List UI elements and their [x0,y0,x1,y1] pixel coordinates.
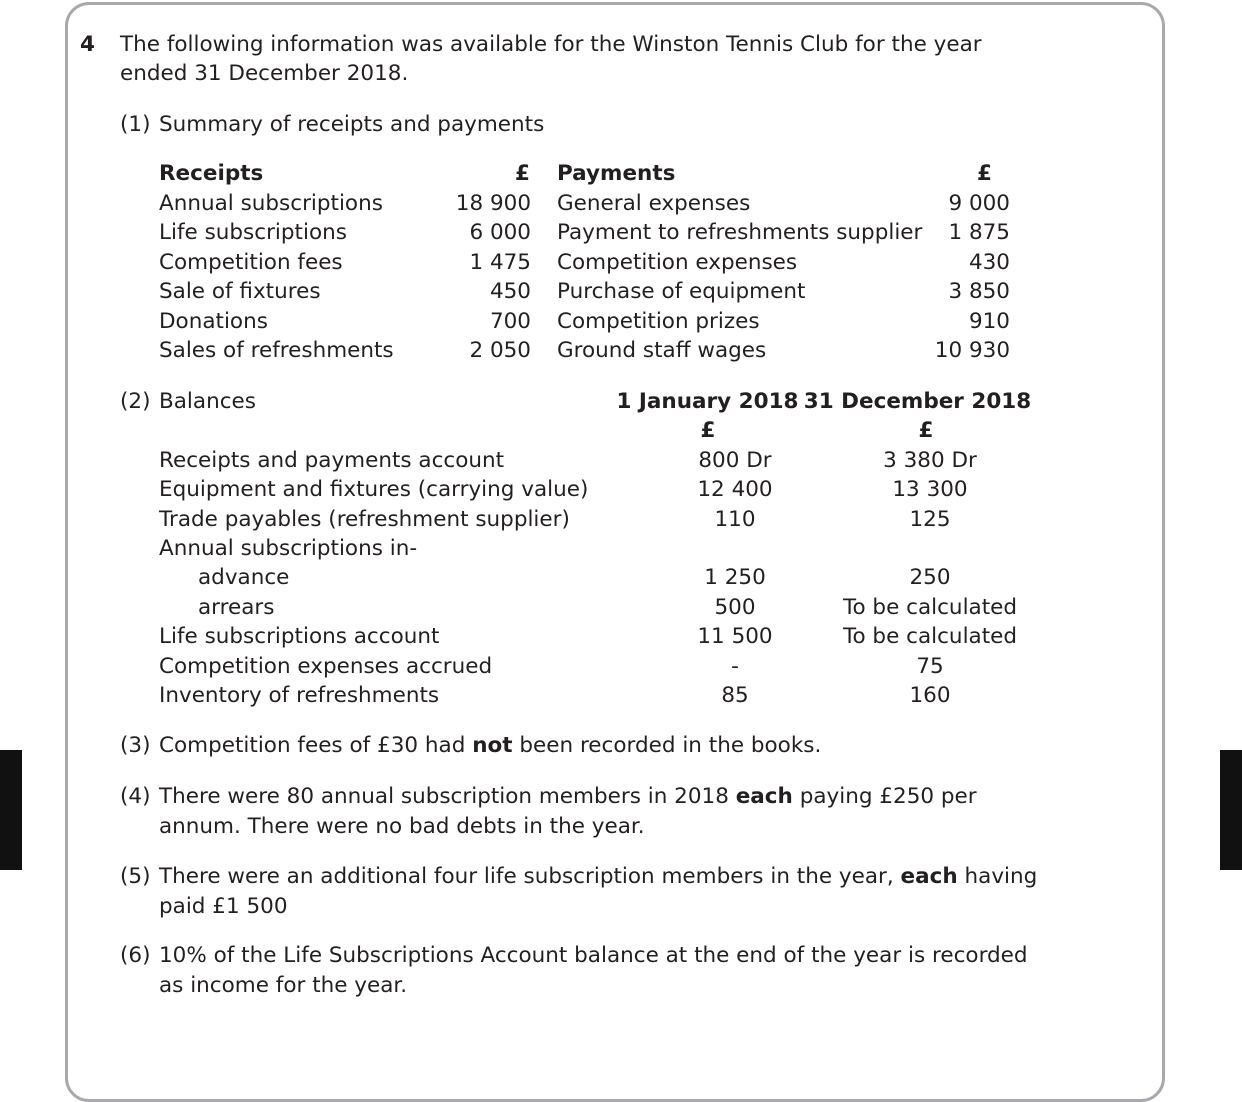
right-margin-bar [1220,750,1242,870]
balance-jan-value: - [731,654,739,679]
balances-col1-header: 1 January 2018 [616,389,799,414]
left-margin-bar [0,750,22,870]
balances-col2-currency: £ [918,418,934,443]
note-text-start: Competition fees of £30 had [159,733,473,758]
note-text-start: There were 80 annual subscription members in 2018 [159,784,736,809]
balance-dec-value: 250 [909,565,951,590]
note-text [159,941,1028,971]
balance-jan-value: 800 Dr [698,448,772,473]
balance-jan-value: 500 [714,595,756,620]
receipt-item: Sales of refreshments [159,338,394,363]
payment-amount: 10 930 [934,338,1010,363]
receipt-amount: 18 900 [455,191,531,216]
payment-item: Competition expenses [557,249,798,275]
receipt-item: Competition fees [159,249,343,275]
balance-item: Receipts and payments account [159,448,505,473]
note-emphasis: each [900,864,958,889]
note-text-line2: as income for the year. [159,972,408,998]
receipt-amount: 700 [489,308,531,334]
payment-item: General expenses [557,191,751,216]
payments-currency-header: £ [977,161,992,186]
receipt-amount: 6 000 [469,220,531,246]
question-intro-line1: The following information was available for the Winston Tennis Club for the year [120,32,982,57]
balances-col1-currency: £ [700,418,716,443]
note-label: (3) [120,733,151,758]
section1-label: (1) [120,112,151,137]
payment-item: Purchase of equipment [557,279,806,305]
note-text-start: 10% of the Life Subscriptions Account balance at the end of the year is recorded [159,943,1028,968]
payment-amount: 9 000 [948,191,1010,216]
question-number: 4 [80,32,95,57]
note-text-start: There were an additional four life subscription members in the year, [159,864,901,889]
balance-item: Trade payables (refreshment supplier) [159,507,570,532]
section2-title: Balances [159,389,256,414]
balance-jan-value: 12 400 [697,477,773,502]
note-label: (5) [120,864,151,889]
balances-col2-header: 31 December 2018 [803,389,1032,414]
receipt-amount: 450 [489,279,531,305]
balance-item: advance [198,565,290,590]
payment-amount: 430 [968,249,1010,275]
receipt-item: Sale of fixtures [159,279,321,305]
payment-item: Payment to refreshments supplier [557,220,923,246]
balance-dec-value: 13 300 [892,477,968,502]
balance-dec-value: 125 [909,507,951,532]
balance-dec-value: 75 [916,654,944,679]
receipt-amount: 1 475 [469,249,531,275]
note-text [159,862,1037,892]
note-text [159,782,977,812]
payments-header: Payments [557,161,676,186]
balance-dec-value: To be calculated [842,595,1018,620]
section1-title: Summary of receipts and payments [159,112,545,137]
note-text-line2: annum. There were no bad debts in the year. [159,813,645,839]
section2-label: (2) [120,389,151,414]
balance-item: Inventory of refreshments [159,683,440,708]
balance-item: Equipment and fixtures (carrying value) [159,477,589,502]
payment-amount: 910 [968,308,1010,334]
note-text-end: having [957,864,1038,889]
receipt-item: Donations [159,308,268,334]
receipt-item: Life subscriptions [159,220,347,246]
payment-item: Ground staff wages [557,338,767,363]
payment-item: Competition prizes [557,308,760,334]
note-text-end: paying £250 per [792,784,977,809]
balance-item: Life subscriptions account [159,624,440,649]
balance-item: Competition expenses accrued [159,654,493,679]
balance-dec-value: 3 380 Dr [883,448,977,473]
note-text-end: been recorded in the books. [512,733,822,758]
note-text [159,731,821,761]
balance-dec-value: 160 [909,683,951,708]
note-label: (4) [120,784,151,809]
note-text-line2: paid £1 500 [159,893,288,919]
note-label: (6) [120,943,151,968]
receipt-item: Annual subscriptions [159,191,383,216]
note-emphasis: not [472,733,513,758]
payment-amount: 3 850 [948,279,1010,305]
balance-item: arrears [198,595,275,620]
receipts-currency-header: £ [515,161,530,186]
balance-dec-value: To be calculated [842,624,1018,649]
receipt-amount: 2 050 [469,338,531,363]
balance-jan-value: 85 [721,683,749,708]
payment-amount: 1 875 [948,220,1010,246]
balance-jan-value: 110 [714,507,756,532]
receipts-header: Receipts [159,161,264,186]
balance-item: Annual subscriptions in- [159,536,418,561]
note-emphasis: each [735,784,793,809]
balance-jan-value: 1 250 [704,565,766,590]
question-intro-line2: ended 31 December 2018. [120,61,409,86]
balance-jan-value: 11 500 [697,624,773,649]
